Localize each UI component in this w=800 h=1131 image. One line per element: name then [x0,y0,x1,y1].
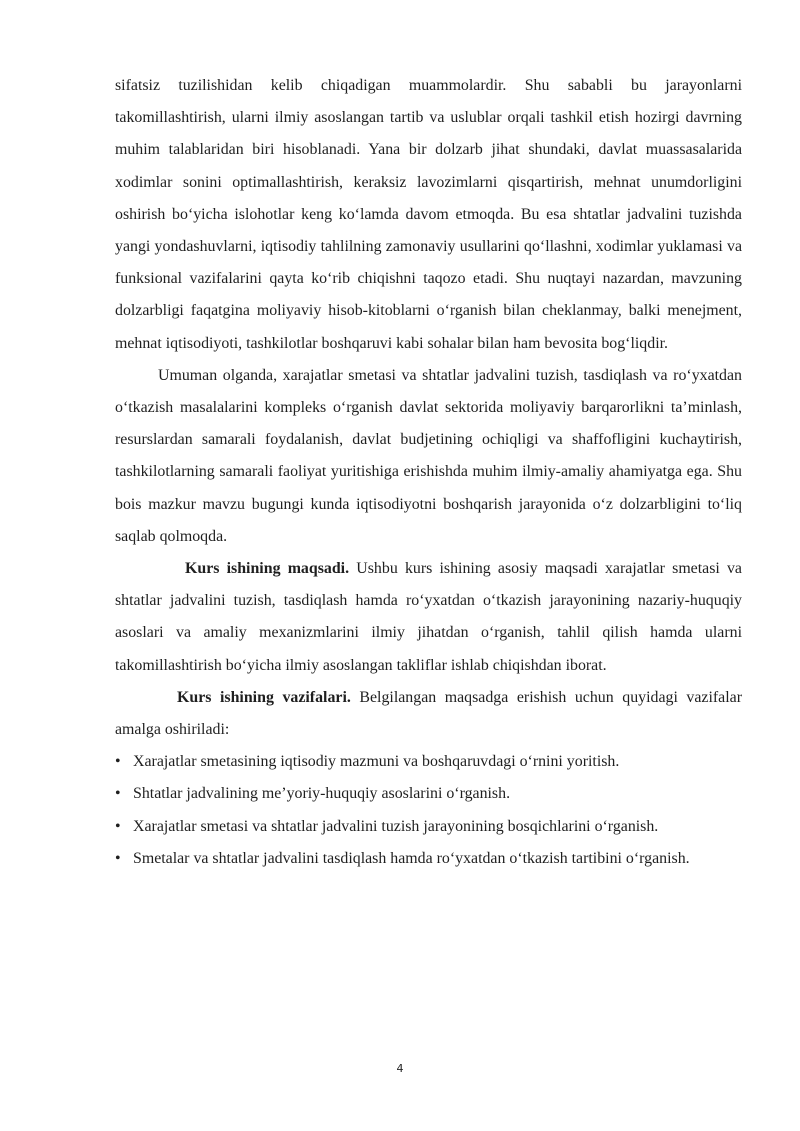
bullet-icon: • [115,817,121,835]
bullet-icon: • [115,785,121,803]
bullet-icon: • [115,753,121,771]
bullet-icon: • [115,849,121,867]
list-item-text: Shtatlar jadvalining me’yoriy-huquqiy asoslarini o‘rganish. [133,785,511,803]
list-item-text: Xarajatlar smetasining iqtisodiy mazmuni va boshqaruvdagi o‘rnini yoritish. [133,753,620,771]
body-paragraph: sifatsiz tuzilishidan kelib chiqadigan muammolardir. Shu sababli bu jarayonlarni takomillashtirish, ularni ilmiy asoslangan tartib va uslublar orqali tashkil etish hozirgi davrning muhim talablaridan biri hisoblanadi. Yana bir dolzarb jihat shundaki, davlat muassasalarida xodimlar sonini optimallashtirish, keraksiz lavozimlarni qisqartirish, mehnat unumdorligini oshirish bo‘yicha islohotlar keng ko‘lamda davom etmoqda. Bu esa shtatlar jadvalini tuzishda yangi yondashuvlarni, iqtisodiy tahlilning zamonaviy usullarini qo‘llashni, xodimlar yuklamasi va funksional vazifalarini qayta ko‘rib chiqishni taqozo etadi. Shu nuqtayi nazardan, mavzuning dolzarbligi faqatgina moliyaviy hisob-kitoblarni o‘rganish bilan cheklanmay, balki menejment, mehnat iqtisodiyoti, tashkilotlar boshqaruvi kabi sohalar bilan ham bevosita bog‘liqdir. [115,77,742,352]
goal-text: Ushbu kurs ishining asosiy maqsadi xarajatlar smetasi va shtatlar jadvalini tuzish, tasdiqlash hamda ro‘yxatdan o‘tkazish jarayonining nazariy-huquqiy asoslari va amaliy mexanizmlarini ilmiy jihatdan o‘rganish, tahlil qilish hamda ularni takomillashtirish bo‘yicha ilmiy asoslangan takliflar ishlab chiqishdan iborat. [115,560,742,674]
tasks-heading: Kurs ishining vazifalari. [177,688,351,706]
list-item [115,843,742,875]
goal-heading: Kurs ishining maqsadi. [185,560,350,578]
list-item [115,746,742,778]
tasks-paragraph [115,682,742,746]
list-item [115,778,742,810]
document-page [115,70,742,875]
list-item-text: Xarajatlar smetasi va shtatlar jadvalini tuzish jarayonining bosqichlarini o‘rganish. [133,817,659,835]
tasks-list [115,746,742,875]
page-number: 4 [396,1062,404,1075]
goal-paragraph [115,553,742,682]
list-item-text: Smetalar va shtatlar jadvalini tasdiqlash hamda ro‘yxatdan o‘tkazish tartibini o‘rganish. [133,849,690,867]
list-item [115,811,742,843]
body-paragraph: Umuman olganda, xarajatlar smetasi va shtatlar jadvalini tuzish, tasdiqlash va ro‘yxatdan o‘tkazish masalalarini kompleks o‘rganish davlat sektorida moliyaviy barqarorlikni ta’minlash, resurslardan samarali foydalanish, davlat budjetining ochiqligi va shaffofligini kuchaytirish, tashkilotlarning samarali faoliyat yuritishiga erishishda muhim ilmiy-amaliy ahamiyatga ega. Shu bois mazkur mavzu bugungi kunda iqtisodiyotni boshqarish jarayonida o‘z dolzarbligini to‘liq saqlab qolmoqda. [115,366,742,545]
tasks-intro-text: Belgilangan maqsadga erishish uchun quyidagi vazifalar amalga oshiriladi: [115,688,742,739]
